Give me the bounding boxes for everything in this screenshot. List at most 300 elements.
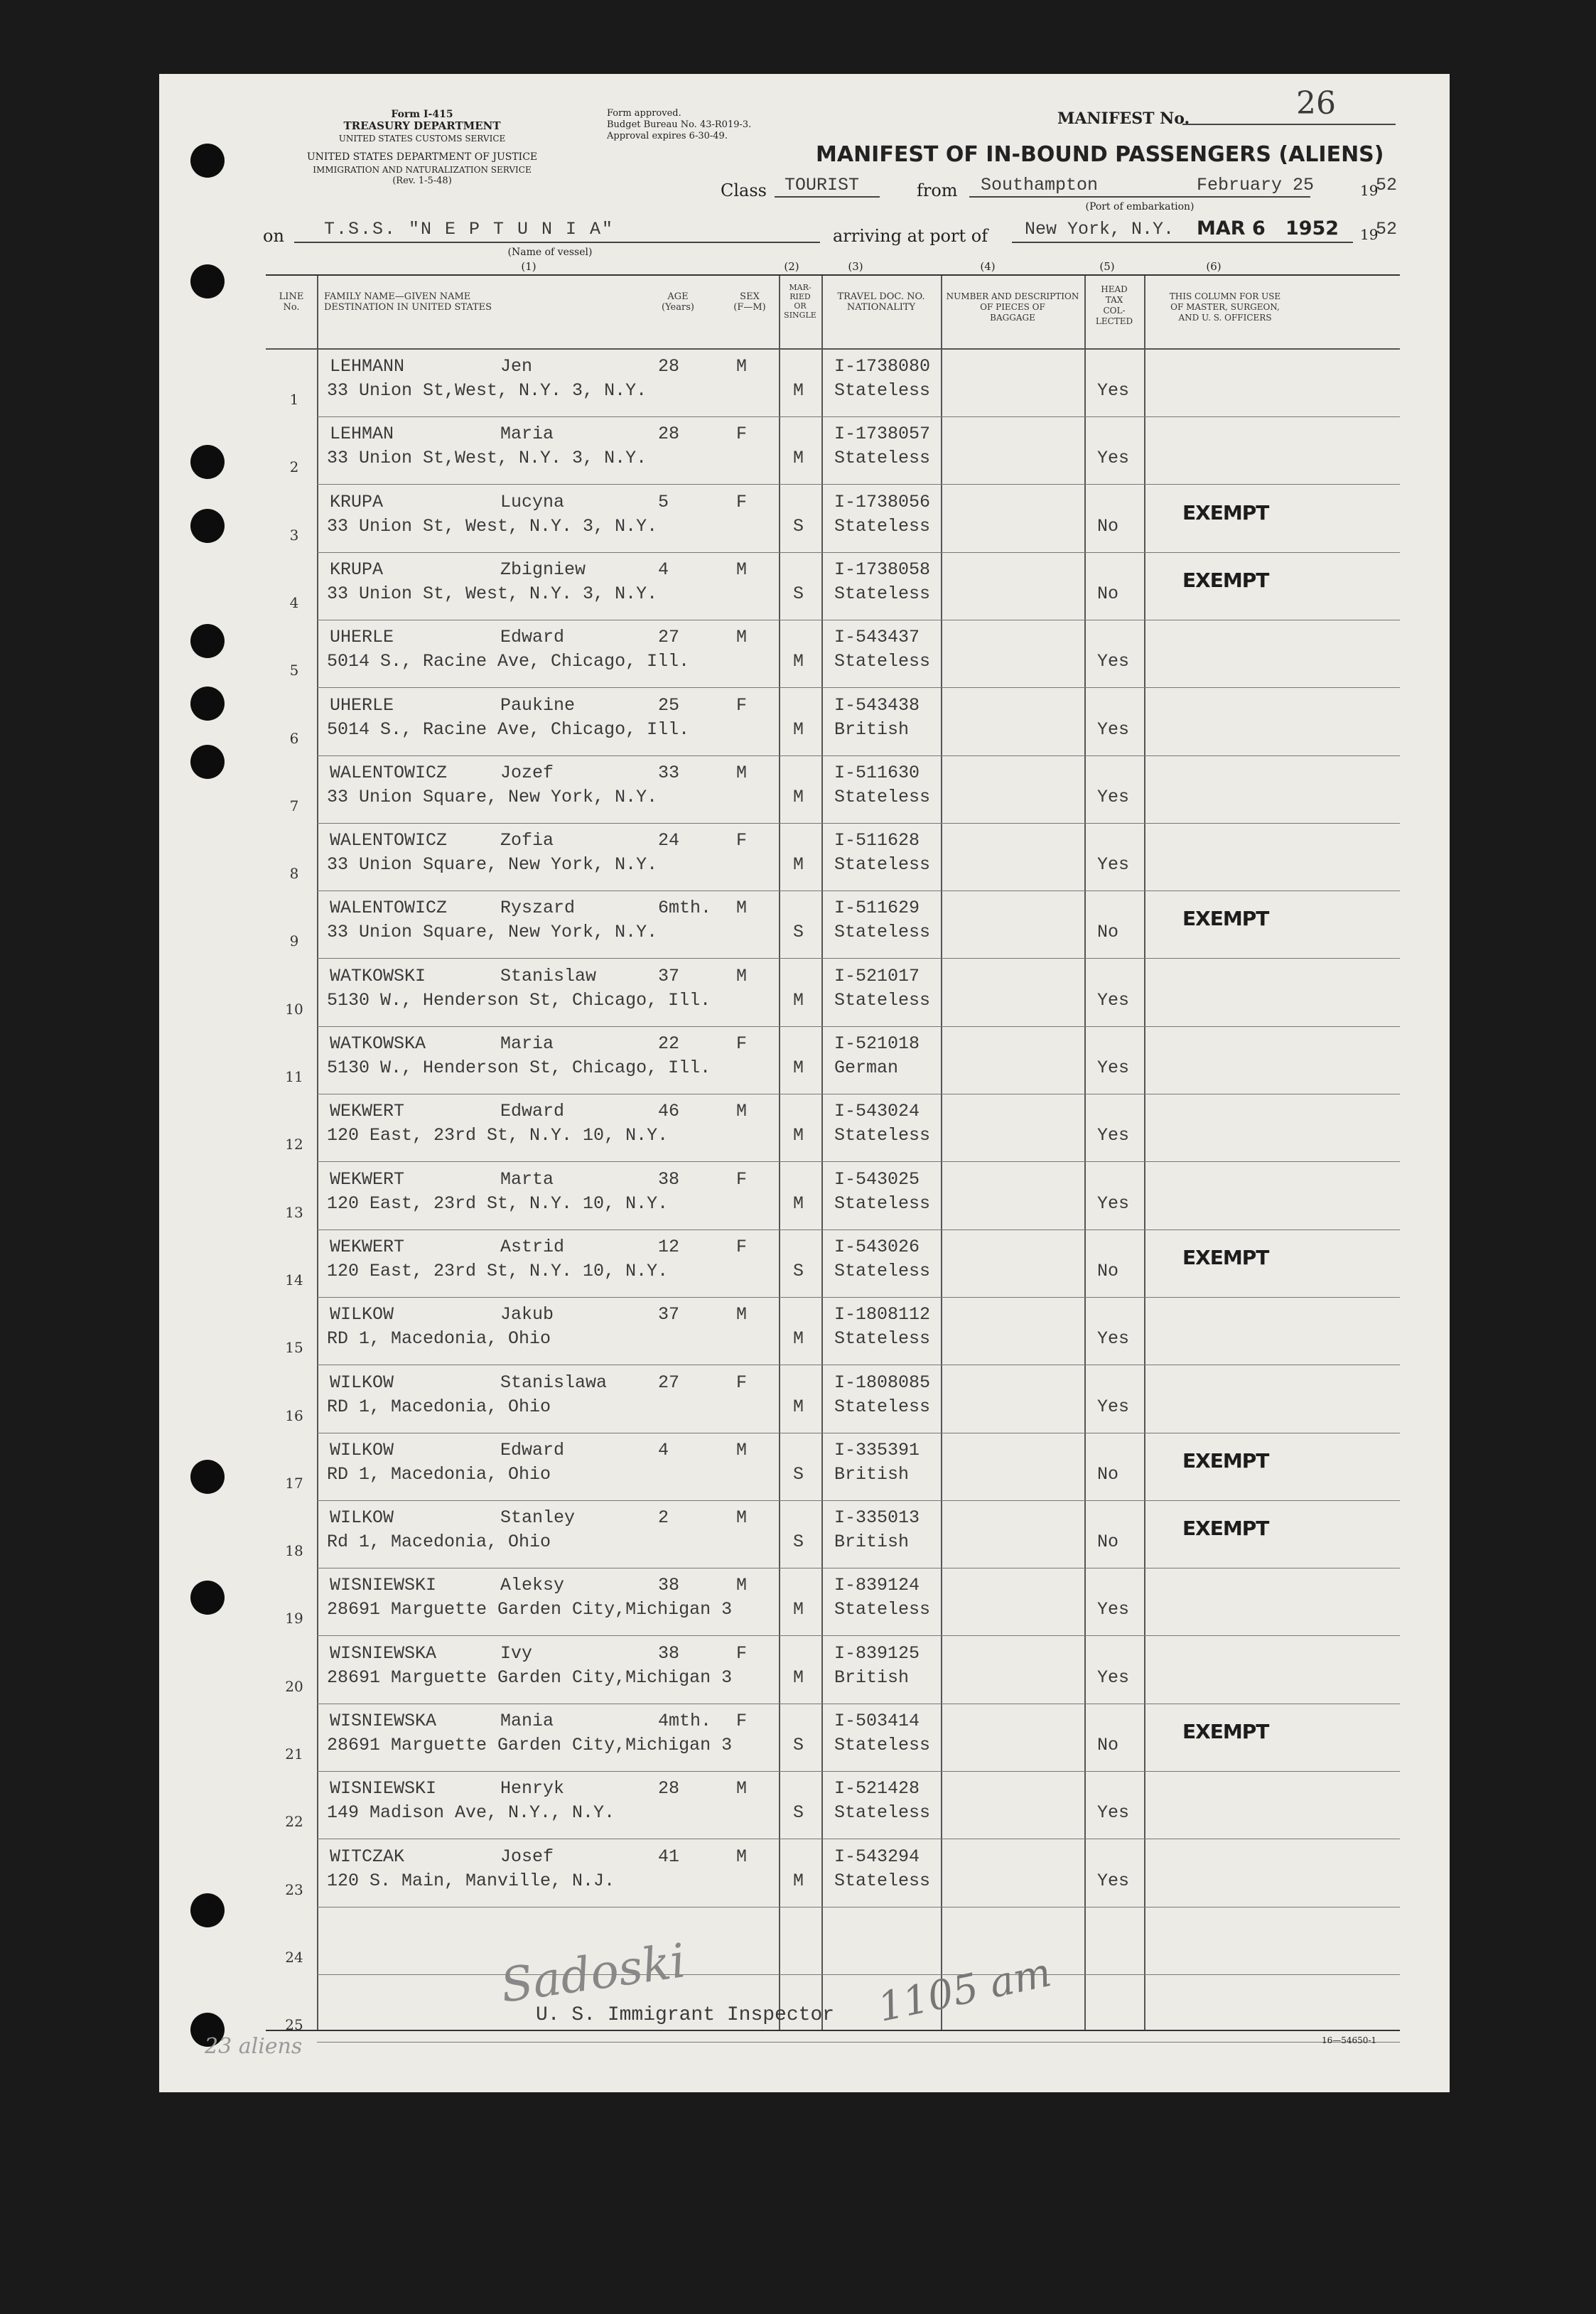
head-tax: Yes (1097, 1667, 1130, 1688)
family-name: WILKOW (330, 1372, 394, 1393)
table-row (266, 417, 1400, 485)
line-number: 14 (285, 1271, 303, 1288)
table-row (266, 1907, 1400, 1975)
line-number: 11 (285, 1068, 303, 1085)
given-name: Zofia (500, 830, 554, 851)
binder-hole (190, 1460, 225, 1494)
margin-note-total: 23 aliens (205, 2034, 303, 2059)
officer-note: EXEMPT (1182, 568, 1269, 592)
family-name: WALENTOWICZ (330, 830, 448, 851)
line-number: 5 (289, 662, 299, 679)
travel-doc-no: I-335013 (834, 1507, 920, 1529)
ins-service: IMMIGRATION AND NATURALIZATION SERVICE (313, 165, 532, 175)
nationality: Stateless (834, 448, 931, 469)
binder-hole (190, 687, 225, 721)
customs-service: UNITED STATES CUSTOMS SERVICE (338, 134, 506, 144)
destination: 33 Union Square, New York, N.Y. (327, 922, 658, 943)
line-number: 21 (285, 1745, 303, 1763)
travel-doc-no: I-543026 (834, 1236, 920, 1257)
age: 4 (658, 1439, 669, 1460)
travel-doc-no: I-543024 (834, 1101, 920, 1122)
destination: 120 S. Main, Manville, N.J. (327, 1870, 615, 1891)
given-name: Paukine (500, 694, 576, 716)
family-name: KRUPA (330, 559, 384, 580)
table-row (266, 1568, 1400, 1636)
head-tax: No (1097, 1260, 1119, 1281)
family-name: WITCZAK (330, 1846, 405, 1867)
travel-doc-no: I-503414 (834, 1711, 920, 1731)
age: 27 (658, 1372, 680, 1393)
binder-hole (190, 624, 225, 658)
vessel-label: (Name of vessel) (507, 247, 593, 258)
head-tax: Yes (1097, 786, 1130, 807)
table-row (266, 1298, 1400, 1365)
vessel-name: T.S.S. "N E P T U N I A" (324, 219, 615, 240)
nationality: Stateless (834, 1735, 931, 1755)
manifest-no-value: 26 (1296, 85, 1336, 122)
sex: M (736, 356, 748, 377)
marital-status: M (793, 989, 804, 1011)
family-name: LEHMANN (330, 356, 405, 377)
family-name: WALENTOWICZ (330, 898, 448, 919)
table-row (266, 1637, 1400, 1704)
col-header-travel-doc: TRAVEL DOC. NO. NATIONALITY (837, 291, 925, 313)
family-name: UHERLE (330, 694, 394, 716)
head-tax: No (1097, 583, 1119, 604)
given-name: Edward (500, 1439, 565, 1460)
travel-doc-no: I-511629 (834, 898, 920, 919)
nationality: German (834, 1058, 899, 1078)
col-header-head-tax: HEAD TAX COL- LECTED (1095, 284, 1133, 326)
sex: F (736, 1168, 748, 1190)
binder-hole (190, 264, 225, 298)
form-number: Form I-415 (391, 109, 453, 120)
binder-hole (190, 509, 225, 543)
sex: M (736, 965, 748, 986)
head-tax: No (1097, 1532, 1119, 1553)
destination: 33 Union Square, New York, N.Y. (327, 786, 658, 807)
table-row (266, 1366, 1400, 1433)
departure-date: February 25 (1197, 175, 1315, 195)
family-name: WILKOW (330, 1507, 394, 1529)
marital-status: S (793, 515, 804, 537)
officer-note: EXEMPT (1182, 1448, 1269, 1473)
sex: M (736, 1778, 748, 1799)
table-row (266, 1501, 1400, 1568)
travel-doc-no: I-511630 (834, 762, 920, 783)
head-tax: Yes (1097, 1802, 1130, 1824)
age: 2 (658, 1507, 669, 1529)
head-tax: Yes (1097, 1193, 1130, 1214)
given-name: Jozef (500, 762, 554, 783)
age: 24 (658, 830, 680, 851)
nationality: Stateless (834, 1125, 931, 1146)
nationality: British (834, 1667, 910, 1688)
age: 4mth. (658, 1711, 712, 1731)
travel-doc-no: I-543025 (834, 1168, 920, 1190)
destination: 149 Madison Ave, N.Y., N.Y. (327, 1802, 615, 1824)
print-code: 16—54650-1 (1322, 2035, 1377, 2045)
head-tax: No (1097, 1735, 1119, 1755)
head-tax: No (1097, 922, 1119, 943)
travel-doc-no: I-521428 (834, 1778, 920, 1799)
given-name: Ivy (500, 1642, 533, 1664)
approval-line-1: Form approved. (607, 108, 681, 119)
nationality: Stateless (834, 1599, 931, 1620)
nationality: British (834, 719, 910, 740)
head-tax: No (1097, 515, 1119, 537)
officer-note: EXEMPT (1182, 907, 1269, 931)
marital-status: M (793, 786, 804, 807)
marital-status: M (793, 854, 804, 876)
binder-hole (190, 1581, 225, 1615)
nationality: Stateless (834, 786, 931, 807)
given-name: Josef (500, 1846, 554, 1867)
destination: 33 Union St,West, N.Y. 3, N.Y. (327, 380, 647, 401)
destination: RD 1, Macedonia, Ohio (327, 1463, 551, 1485)
family-name: WEKWERT (330, 1236, 405, 1257)
sex: M (736, 1101, 748, 1122)
travel-doc-no: I-521017 (834, 965, 920, 986)
age: 33 (658, 762, 680, 783)
travel-doc-no: I-543437 (834, 627, 920, 648)
marital-status: M (793, 1667, 804, 1688)
col-header-name: FAMILY NAME—GIVEN NAME DESTINATION IN UNITED STATES (324, 291, 492, 313)
line-number: 24 (285, 1948, 303, 1966)
binder-hole (190, 1893, 225, 1927)
line-number: 16 (285, 1406, 303, 1424)
table-row (266, 1094, 1400, 1162)
destination: 28691 Marguette Garden City,Michigan 3 (327, 1667, 733, 1688)
age: 27 (658, 627, 680, 648)
marital-status: S (793, 1802, 804, 1824)
sex: M (736, 762, 748, 783)
treasury-dept: TREASURY DEPARTMENT (343, 119, 501, 132)
arrival-year-value: 52 (1376, 219, 1398, 240)
table-row (266, 553, 1400, 620)
table-row (266, 1772, 1400, 1839)
sex: F (736, 830, 748, 851)
given-name: Stanislawa (500, 1372, 608, 1393)
head-tax: Yes (1097, 1870, 1130, 1891)
marital-status: M (793, 1599, 804, 1620)
col-number-6: (6) (1206, 260, 1222, 273)
table-row (266, 485, 1400, 553)
family-name: WILKOW (330, 1439, 394, 1460)
marital-status: S (793, 1735, 804, 1755)
line-number: 25 (285, 2016, 303, 2034)
col-number-4: (4) (980, 260, 996, 273)
col-number-1: (1) (521, 260, 537, 273)
inspector-label: U. S. Immigrant Inspector (536, 2004, 835, 2026)
manifest-title: MANIFEST OF IN-BOUND PASSENGERS (ALIENS) (816, 142, 1384, 167)
family-name: WISNIEWSKA (330, 1711, 437, 1731)
travel-doc-no: I-1738056 (834, 491, 931, 512)
head-tax: No (1097, 1463, 1119, 1485)
inspection-time-note: 1105 am (873, 1949, 1055, 2031)
age: 46 (658, 1101, 680, 1122)
nationality: Stateless (834, 1260, 931, 1281)
given-name: Stanley (500, 1507, 576, 1529)
destination: 33 Union St, West, N.Y. 3, N.Y. (327, 583, 658, 604)
nationality: Stateless (834, 1396, 931, 1417)
sex: M (736, 1846, 748, 1867)
nationality: Stateless (834, 651, 931, 672)
family-name: WATKOWSKA (330, 1033, 426, 1054)
nationality: Stateless (834, 515, 931, 537)
table-row (266, 1230, 1400, 1298)
arriving-label: arriving at port of (833, 226, 988, 246)
table-row (266, 824, 1400, 891)
table-row (266, 1027, 1400, 1094)
sex: M (736, 1575, 748, 1596)
travel-doc-no: I-335391 (834, 1439, 920, 1460)
officer-note: EXEMPT (1182, 1720, 1269, 1743)
sex: M (736, 627, 748, 648)
class-label: Class (721, 181, 767, 200)
line-number: 22 (285, 1813, 303, 1831)
sex: F (736, 1372, 748, 1393)
travel-doc-no: I-543294 (834, 1846, 920, 1867)
col-number-5: (5) (1099, 260, 1115, 273)
line-number: 19 (285, 1610, 303, 1627)
binder-hole (190, 144, 225, 178)
table-row (266, 1433, 1400, 1501)
travel-doc-no: I-1808112 (834, 1304, 931, 1325)
binder-hole (190, 445, 225, 479)
sex: F (736, 1642, 748, 1664)
destination: Rd 1, Macedonia, Ohio (327, 1532, 551, 1553)
travel-doc-no: I-1738058 (834, 559, 931, 580)
table-row (266, 756, 1400, 824)
officer-note: EXEMPT (1182, 1245, 1269, 1269)
family-name: WEKWERT (330, 1101, 405, 1122)
passenger-table (266, 274, 1400, 2034)
destination: 5014 S., Racine Ave, Chicago, Ill. (327, 651, 690, 672)
line-number: 2 (289, 458, 299, 476)
age: 12 (658, 1236, 680, 1257)
age: 6mth. (658, 898, 712, 919)
given-name: Astrid (500, 1236, 565, 1257)
destination: 33 Union Square, New York, N.Y. (327, 854, 658, 876)
marital-status: M (793, 651, 804, 672)
marital-status: M (793, 1125, 804, 1146)
destination: 120 East, 23rd St, N.Y. 10, N.Y. (327, 1260, 669, 1281)
table-row (266, 959, 1400, 1027)
year-value: 52 (1376, 175, 1398, 195)
given-name: Ryszard (500, 898, 576, 919)
family-name: WEKWERT (330, 1168, 405, 1190)
destination: 120 East, 23rd St, N.Y. 10, N.Y. (327, 1193, 669, 1214)
age: 22 (658, 1033, 680, 1054)
travel-doc-no: I-1738057 (834, 424, 931, 445)
family-name: WISNIEWSKA (330, 1642, 437, 1664)
head-tax: Yes (1097, 1328, 1130, 1350)
class-value: TOURIST (784, 175, 860, 195)
given-name: Mania (500, 1711, 554, 1731)
justice-dept: UNITED STATES DEPARTMENT OF JUSTICE (306, 151, 538, 163)
col-header-age: AGE (Years) (662, 291, 694, 313)
family-name: WISNIEWSKI (330, 1575, 437, 1596)
approval-line-3: Approval expires 6-30-49. (607, 131, 728, 141)
line-number: 7 (289, 797, 299, 814)
line-number: 4 (289, 593, 299, 611)
inspector-signature: Sadoski (497, 1933, 689, 2013)
travel-doc-no: I-839125 (834, 1642, 920, 1664)
col-header-officers: THIS COLUMN FOR USE OF MASTER, SURGEON, AND U. S. OFFICERS (1169, 291, 1281, 323)
marital-status: S (793, 1532, 804, 1553)
arrival-port: New York, N.Y. (1025, 219, 1175, 240)
col-number-2: (2) (784, 260, 799, 273)
given-name: Maria (500, 1033, 554, 1054)
given-name: Marta (500, 1168, 554, 1190)
given-name: Zbigniew (500, 559, 586, 580)
marital-status: M (793, 1870, 804, 1891)
sex: M (736, 898, 748, 919)
head-tax: Yes (1097, 1599, 1130, 1620)
marital-status: M (793, 1058, 804, 1078)
manifest-no-label: MANIFEST No. (1057, 109, 1190, 128)
sex: M (736, 1304, 748, 1325)
age: 38 (658, 1575, 680, 1596)
sex: F (736, 424, 748, 445)
destination: 28691 Marguette Garden City,Michigan 3 (327, 1599, 733, 1620)
head-tax: Yes (1097, 1058, 1130, 1078)
col-number-3: (3) (848, 260, 863, 273)
nationality: Stateless (834, 922, 931, 943)
head-tax: Yes (1097, 854, 1130, 876)
marital-status: M (793, 1193, 804, 1214)
sex: M (736, 1439, 748, 1460)
travel-doc-no: I-1738080 (834, 356, 931, 377)
approval-line-2: Budget Bureau No. 43-R019-3. (607, 119, 752, 130)
age: 4 (658, 559, 669, 580)
year-prefix: 19 (1360, 182, 1379, 199)
destination: RD 1, Macedonia, Ohio (327, 1396, 551, 1417)
head-tax: Yes (1097, 1396, 1130, 1417)
given-name: Jakub (500, 1304, 554, 1325)
from-value: Southampton (981, 175, 1099, 195)
nationality: Stateless (834, 854, 931, 876)
destination: 5014 S., Racine Ave, Chicago, Ill. (327, 719, 690, 740)
nationality: Stateless (834, 380, 931, 401)
table-row (266, 689, 1400, 756)
marital-status: M (793, 719, 804, 740)
family-name: WILKOW (330, 1304, 394, 1325)
table-row (266, 620, 1400, 688)
family-name: KRUPA (330, 491, 384, 512)
travel-doc-no: I-839124 (834, 1575, 920, 1596)
line-number: 3 (289, 526, 299, 544)
officer-note: EXEMPT (1182, 1517, 1269, 1541)
revision: (Rev. 1-5-48) (392, 176, 452, 186)
line-number: 17 (285, 1474, 303, 1492)
col-header-sex: SEX (F—M) (733, 291, 766, 313)
sex: M (736, 559, 748, 580)
destination: RD 1, Macedonia, Ohio (327, 1328, 551, 1350)
nationality: British (834, 1532, 910, 1553)
line-number: 23 (285, 1880, 303, 1898)
travel-doc-no: I-543438 (834, 694, 920, 716)
age: 37 (658, 1304, 680, 1325)
table-row (266, 1163, 1400, 1230)
col-header-married: MAR- RIED OR SINGLE (784, 283, 816, 320)
arrival-year-prefix: 19 (1360, 226, 1379, 243)
given-name: Stanislaw (500, 965, 597, 986)
marital-status: S (793, 583, 804, 604)
destination: 5130 W., Henderson St, Chicago, Ill. (327, 1058, 711, 1078)
table-row (266, 891, 1400, 959)
sex: F (736, 1236, 748, 1257)
marital-status: M (793, 1328, 804, 1350)
given-name: Aleksy (500, 1575, 565, 1596)
table-row (266, 1704, 1400, 1772)
family-name: LEHMAN (330, 424, 394, 445)
col-header-line: LINE No. (279, 291, 304, 313)
head-tax: Yes (1097, 448, 1130, 469)
given-name: Maria (500, 424, 554, 445)
given-name: Jen (500, 356, 533, 377)
given-name: Lucyna (500, 491, 565, 512)
nationality: Stateless (834, 1328, 931, 1350)
on-label: on (263, 226, 284, 246)
binder-hole (190, 745, 225, 779)
head-tax: Yes (1097, 651, 1130, 672)
line-number: 15 (285, 1339, 303, 1357)
head-tax: Yes (1097, 989, 1130, 1011)
destination: 5130 W., Henderson St, Chicago, Ill. (327, 989, 711, 1011)
sex: F (736, 694, 748, 716)
line-number: 9 (289, 932, 299, 950)
age: 41 (658, 1846, 680, 1867)
port-of-embarkation-label: (Port of embarkation) (1085, 201, 1195, 212)
destination: 28691 Marguette Garden City,Michigan 3 (327, 1735, 733, 1755)
age: 38 (658, 1168, 680, 1190)
line-number: 18 (285, 1542, 303, 1560)
marital-status: M (793, 1396, 804, 1417)
line-number: 1 (289, 391, 299, 408)
marital-status: M (793, 380, 804, 401)
age: 28 (658, 1778, 680, 1799)
marital-status: S (793, 1463, 804, 1485)
line-number: 20 (285, 1677, 303, 1695)
age: 28 (658, 424, 680, 445)
officer-note: EXEMPT (1182, 500, 1269, 524)
head-tax: Yes (1097, 1125, 1130, 1146)
destination: 33 Union St,West, N.Y. 3, N.Y. (327, 448, 647, 469)
given-name: Edward (500, 1101, 565, 1122)
manifest-sheet (159, 74, 1450, 2092)
table-row (266, 350, 1400, 417)
nationality: Stateless (834, 583, 931, 604)
line-number: 8 (289, 865, 299, 883)
col-header-baggage: NUMBER AND DESCRIPTION OF PIECES OF BAGGAGE (946, 291, 1079, 323)
travel-doc-no: I-1808085 (834, 1372, 931, 1393)
nationality: Stateless (834, 1802, 931, 1824)
arrival-date-stamp: MAR 6 1952 (1197, 217, 1339, 240)
marital-status: S (793, 922, 804, 943)
family-name: WATKOWSKI (330, 965, 426, 986)
sex: F (736, 491, 748, 512)
line-number: 12 (285, 1136, 303, 1153)
family-name: WISNIEWSKI (330, 1778, 437, 1799)
family-name: WALENTOWICZ (330, 762, 448, 783)
given-name: Henryk (500, 1778, 565, 1799)
travel-doc-no: I-521018 (834, 1033, 920, 1054)
nationality: Stateless (834, 989, 931, 1011)
line-number: 6 (289, 729, 299, 747)
age: 5 (658, 491, 669, 512)
